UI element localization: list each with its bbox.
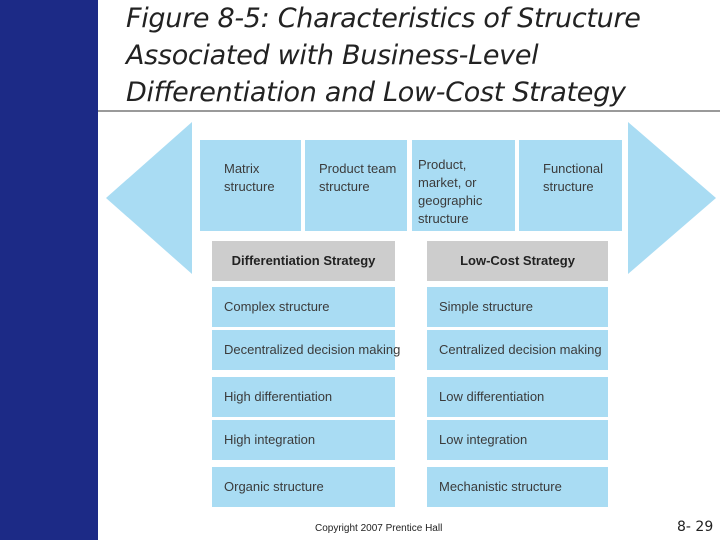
low-cost-row: Low integration: [427, 420, 608, 460]
slide-number: 8- 29: [677, 519, 714, 535]
differentiation-row: High differentiation: [212, 377, 395, 417]
arrow-left-icon: [106, 122, 192, 274]
low-cost-row: Low differentiation: [427, 377, 608, 417]
structure-functional: Functional structure: [519, 140, 622, 231]
differentiation-row: Complex structure: [212, 287, 395, 327]
differentiation-row: Organic structure: [212, 467, 395, 507]
slide-sidebar: [0, 0, 98, 540]
title-divider: [98, 110, 720, 112]
structure-product-market-geographic: Product, market, or geographic structure: [412, 140, 515, 231]
structure-matrix: Matrix structure: [200, 140, 301, 231]
differentiation-row: Decentralized decision making: [212, 330, 395, 370]
differentiation-row: High integration: [212, 420, 395, 460]
differentiation-strategy-header: Differentiation Strategy: [212, 241, 395, 281]
structure-product-team: Product team structure: [305, 140, 407, 231]
low-cost-row: Centralized decision making: [427, 330, 608, 370]
slide-title: Figure 8-5: Characteristics of Structure Associated with Business-Level Differentiation and Low-Cost Strategy: [126, 3, 641, 108]
low-cost-row: Mechanistic structure: [427, 467, 608, 507]
low-cost-strategy-header: Low-Cost Strategy: [427, 241, 608, 281]
low-cost-row: Simple structure: [427, 287, 608, 327]
copyright-notice: Copyright 2007 Prentice Hall: [315, 523, 443, 534]
arrow-right-icon: [628, 122, 716, 274]
